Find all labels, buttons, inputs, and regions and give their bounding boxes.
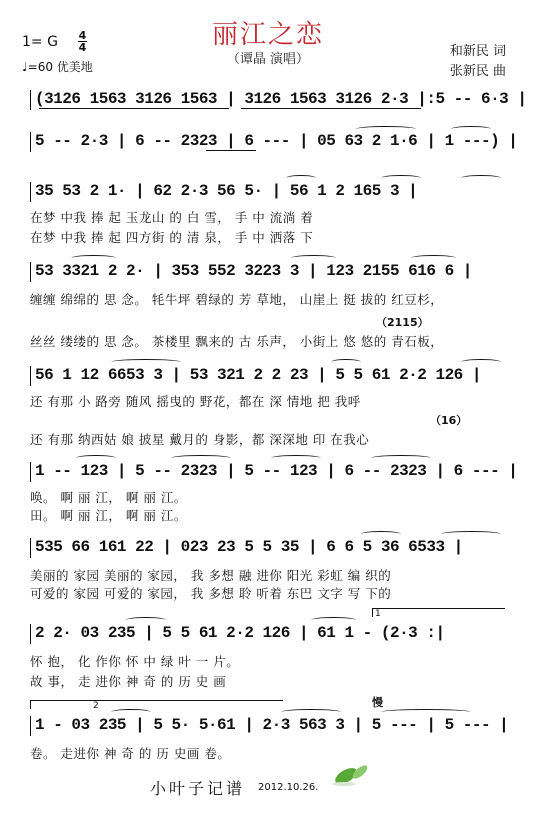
- score-row-4: [30, 262, 509, 282]
- slur-mark: [411, 255, 456, 261]
- slur-mark: [311, 617, 356, 623]
- lyrics-verse-1: 在梦 中我 捧 起 玉龙山 的 白 雪， 手 中 流淌 着: [30, 210, 314, 225]
- lyrics-verse-1: 美丽的 家园 美丽的 家园， 我 多想 融 进你 阳光 彩虹 编 织的: [30, 568, 392, 583]
- score-row-8: [30, 624, 509, 644]
- tempo-change: 慢: [372, 696, 383, 709]
- slur-mark: [71, 255, 116, 261]
- lyrics-verse-2: 可爱的 家园 可爱的 家园， 我 多想 聆 听着 东巴 文字 写 下的: [30, 586, 392, 601]
- slur-mark: [111, 709, 151, 715]
- slur-mark: [76, 455, 116, 461]
- lyrics-verse-1: 怀 抱， 化 作你 怀 中 绿 叶 一 片。: [30, 654, 240, 669]
- singer-credit: （谭晶 演唱）: [226, 52, 310, 67]
- volta-label: 1: [375, 609, 381, 619]
- lyrics-verse-1: 还 有那 小 路旁 随风 摇曳的 野花，都在 深 情地 把 我呼: [30, 394, 361, 409]
- lyricist-credit: 和新民 词: [449, 44, 506, 59]
- notation-line: 5 -- 2·3 | 6 -- 2323 | 6 --- | 05 63 2 1·6 | 1 ---) |: [35, 132, 518, 150]
- song-title: 丽江之恋: [211, 20, 324, 50]
- lyrics-verse-2: 还 有那 纳西姑 娘 披星 戴月的 身影，都 深深地 印 在我心: [30, 432, 370, 447]
- slur-mark: [171, 455, 231, 461]
- lyrics-verse-2: 田。 啊 丽 江， 啊 丽 江。: [30, 508, 187, 523]
- key-signature: 1= G: [22, 34, 58, 50]
- transcriber-signature: 小叶子记谱: [150, 779, 246, 798]
- score-row-7: [30, 538, 509, 558]
- slur-mark: [461, 359, 501, 365]
- score-row-9: [30, 716, 509, 736]
- notation-line: 35 53 2 1· | 62 2·3 56 5· | 56 1 2 165 3 |: [35, 182, 418, 200]
- lyrics-verse-2: 故 事， 走 进你 神 奇 的 历 史 画: [30, 674, 227, 689]
- slur-mark: [126, 617, 166, 623]
- notation-line: 1 - 03 235 | 5 5· 5·61 | 2·3 563 3 | 5 --- | 5 --- |: [35, 716, 509, 734]
- beam-underline: [39, 108, 229, 109]
- slur-mark: [451, 126, 491, 132]
- slur-mark: [381, 175, 421, 181]
- ornament-annotation: （2115）: [376, 316, 429, 329]
- slur-mark: [441, 531, 501, 537]
- volta-bracket-2: [30, 700, 283, 709]
- notation-line: 1 -- 123 | 5 -- 2323 | 5 -- 123 | 6 -- 2323 | 6 --- |: [35, 462, 518, 480]
- lyrics-verse-1: 唤。 啊 丽 江， 啊 丽 江。: [30, 490, 187, 505]
- slur-mark: [371, 455, 431, 461]
- notation-line: 53 3321 2 2· | 353 552 3223 3 | 123 2155 616 6 |: [35, 262, 472, 280]
- slur-mark: [271, 455, 321, 461]
- slur-mark: [281, 709, 341, 715]
- score-row-3: [30, 182, 509, 202]
- tempo-marking: ♩=60 优美地: [22, 60, 93, 74]
- slur-mark: [461, 175, 501, 181]
- meter-top: 4: [78, 29, 87, 42]
- leaf-icon: [330, 758, 374, 788]
- volta-label: 2: [93, 701, 99, 711]
- slur-mark: [356, 126, 416, 132]
- lyrics-verse-2: 丝丝 缕缕的 思 念。 茶楼里 飘来的 古 乐声， 小街上 悠 悠的 青石板，: [30, 334, 444, 349]
- notation-line: 56 1 12 6653 3 | 53 321 2 2 23 | 5 5 61 2·2 126 |: [35, 366, 481, 384]
- composer-credit: 张新民 曲: [449, 64, 506, 79]
- slur-mark: [111, 359, 181, 365]
- beam-underline: [241, 108, 421, 109]
- volta-bracket-1: [372, 608, 505, 617]
- time-signature: [78, 30, 87, 53]
- beam-underline: [206, 150, 256, 151]
- slur-mark: [331, 359, 361, 365]
- lyrics-verse-1: 缠缠 绵绵的 思 念。 牦牛坪 碧绿的 芳 草地， 山崖上 挺 拔的 红豆杉，: [30, 292, 444, 307]
- score-row-5: [30, 366, 509, 386]
- slur-mark: [291, 255, 336, 261]
- slur-mark: [361, 531, 401, 537]
- score-row-1: [30, 90, 527, 110]
- notation-line: 2 2· 03 235 | 5 5 61 2·2 126 | 61 1 - (2·3 :|: [35, 624, 445, 642]
- ornament-annotation: （16）: [430, 414, 468, 427]
- notation-line: (3126 1563 3126 1563 | 3126 1563 3126 2·3 |:5 -- 6·3 |: [35, 90, 527, 108]
- lyrics-verse-2: 在梦 中我 捧 起 四方街 的 清 泉， 手 中 洒落 下: [30, 230, 314, 245]
- meter-bottom: 4: [78, 41, 87, 54]
- score-row-6: [30, 462, 518, 482]
- lyrics-verse-1: 卷。 走进你 神 奇 的 历 史画 卷。: [30, 746, 231, 761]
- transcription-date: 2012.10.26.: [258, 782, 319, 793]
- notation-line: 535 66 161 22 | 023 23 5 5 35 | 6 6 5 36 6533 |: [35, 538, 463, 556]
- score-row-2: [30, 132, 518, 152]
- slur-mark: [286, 175, 316, 181]
- slur-mark: [381, 709, 471, 715]
